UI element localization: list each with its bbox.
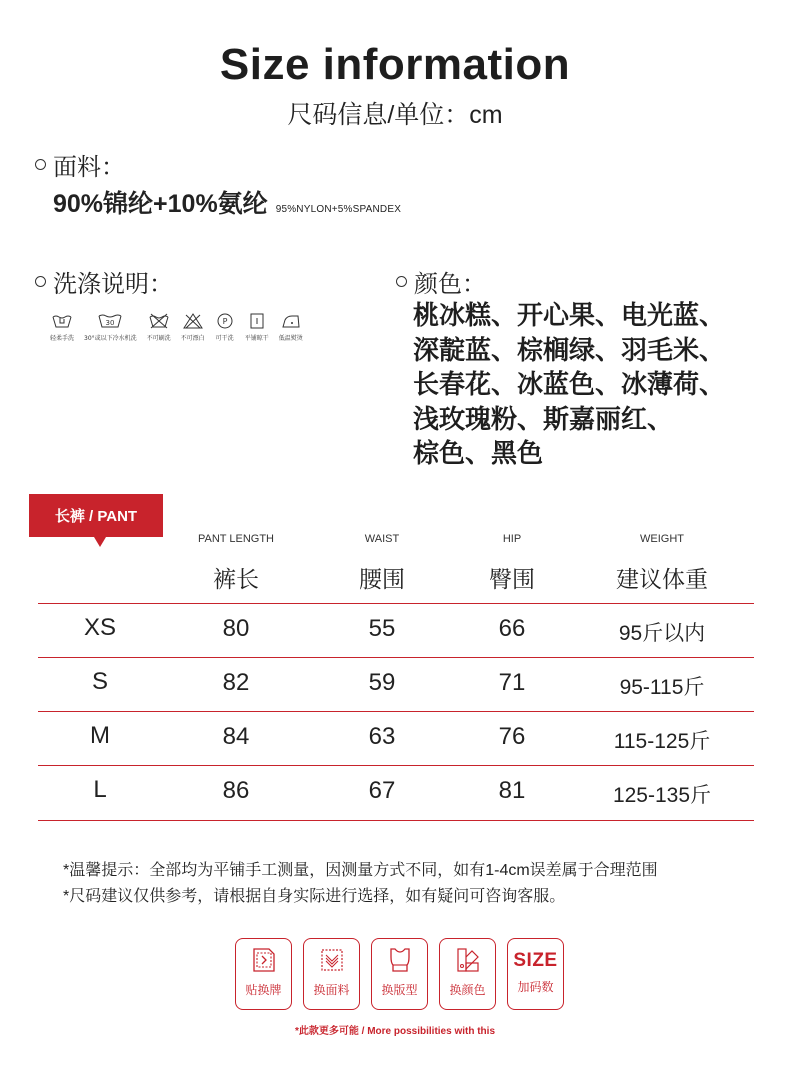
size-text-icon: SIZE xyxy=(513,950,558,971)
wash-30-icon xyxy=(97,312,123,330)
table-divider xyxy=(38,711,754,712)
table-cell-weight: 95斤以内 xyxy=(618,622,706,645)
wash-label-30: 30°或以下冷水机洗 xyxy=(84,335,137,342)
color-line: 浅玫瑰粉、斯嘉丽红、 xyxy=(413,403,674,434)
bullet-circle-icon xyxy=(35,159,46,170)
table-cell-waist: 67 xyxy=(368,777,396,804)
service-pattern-swap xyxy=(371,938,428,1010)
wash-label-flat-dry: 平铺晾干 xyxy=(244,335,269,342)
service-label: 贴换牌 xyxy=(245,983,282,997)
service-color-swap xyxy=(439,938,496,1010)
service-label: 换版型 xyxy=(381,983,418,997)
no-bleach-icon xyxy=(182,312,204,330)
dry-clean-p-icon xyxy=(215,312,235,330)
bullet-circle-icon xyxy=(35,276,46,287)
table-cell-length: 80 xyxy=(222,615,250,642)
service-label: 换颜色 xyxy=(449,983,486,997)
service-label-swap xyxy=(235,938,292,1010)
page-title: Size information xyxy=(219,40,571,89)
table-cell-weight: 95-115斤 xyxy=(619,676,705,699)
washing-section-heading xyxy=(35,264,173,299)
fabric-swap-icon xyxy=(317,945,347,975)
table-cell-length: 84 xyxy=(222,723,250,750)
service-label: 换面料 xyxy=(313,983,350,997)
fabric-english-text: 95%NYLON+5%SPANDEX xyxy=(275,204,402,215)
wash-label-dry-clean: 可干洗 xyxy=(215,335,234,342)
service-label: 加码数 xyxy=(517,980,554,994)
table-cell-length: 86 xyxy=(222,777,250,804)
color-line: 长春花、冰蓝色、冰薄荷、 xyxy=(413,369,726,399)
size-advice-note: *尺码建议仅供参考，请根据自身实际进行选择，如有疑问可咨询客服。 xyxy=(63,888,566,905)
column-header-cn-weight: 建议体重 xyxy=(616,566,708,592)
table-row-size: XS xyxy=(83,614,116,641)
fabric-label: 面料： xyxy=(53,154,125,181)
colors-section-heading xyxy=(396,264,486,299)
flat-dry-icon xyxy=(247,312,267,330)
table-cell-length: 82 xyxy=(222,669,250,696)
table-divider xyxy=(38,765,754,766)
column-header-cn-waist: 腰围 xyxy=(359,566,405,592)
colors-label: 颜色： xyxy=(414,271,486,298)
wash-item-no-bleach xyxy=(181,312,205,342)
table-row-size: M xyxy=(90,722,110,749)
pattern-swap-icon xyxy=(385,945,415,975)
color-list xyxy=(413,298,753,471)
fabric-main-text: 90%锦纶+10%氨纶 xyxy=(53,190,268,218)
wash-label-hand-wash: 轻柔手洗 xyxy=(50,335,75,342)
wash-label-no-bleach: 不可漂白 xyxy=(180,335,205,342)
table-divider xyxy=(38,820,754,821)
table-cell-weight: 115-125斤 xyxy=(613,730,711,753)
wash-30-number: 30 xyxy=(105,319,115,327)
product-type-tag: 长裤 / PANT xyxy=(29,494,163,537)
table-row-size: S xyxy=(91,668,108,695)
table-cell-waist: 59 xyxy=(368,669,396,696)
footer-note: *此款更多可能 / More possibilities with this xyxy=(294,1026,496,1037)
table-cell-waist: 63 xyxy=(368,723,396,750)
page-subtitle: 尺码信息/单位：cm xyxy=(287,101,503,129)
wash-item-dry-clean-p xyxy=(215,312,235,342)
column-header-cn-length: 裤长 xyxy=(213,566,259,592)
wash-item-flat-dry xyxy=(245,312,269,342)
color-line: 桃冰糕、开心果、电光蓝、 xyxy=(413,300,726,330)
washing-label: 洗涤说明： xyxy=(53,271,173,298)
color-line: 棕色、黑色 xyxy=(413,438,544,468)
no-dry-clean-icon xyxy=(147,312,171,330)
table-cell-hip: 76 xyxy=(498,723,526,750)
wash-item-30 xyxy=(84,312,137,342)
table-cell-weight: 125-135斤 xyxy=(612,784,712,807)
column-header-en-weight: WEIGHT xyxy=(640,533,684,545)
column-header-cn-hip: 臀围 xyxy=(489,566,535,592)
fabric-section-heading xyxy=(35,147,125,182)
table-cell-hip: 66 xyxy=(498,615,526,642)
service-fabric-swap xyxy=(303,938,360,1010)
table-row-size: L xyxy=(93,776,107,803)
hand-wash-icon xyxy=(50,312,74,330)
table-cell-hip: 71 xyxy=(498,669,526,696)
table-cell-hip: 81 xyxy=(498,777,526,804)
color-line: 深靛蓝、棕榈绿、羽毛米、 xyxy=(413,334,726,365)
tag-pointer xyxy=(94,537,106,547)
table-divider xyxy=(38,603,754,604)
service-size-add xyxy=(507,938,564,1010)
label-swap-icon xyxy=(249,945,279,975)
column-header-en-length: PANT LENGTH xyxy=(198,533,274,545)
table-divider xyxy=(38,657,754,658)
wash-item-no-dry-clean xyxy=(147,312,171,342)
column-header-en-hip: HIP xyxy=(502,533,522,545)
fabric-composition xyxy=(53,184,401,220)
wash-item-hand-wash xyxy=(50,312,74,342)
washing-icons-row xyxy=(50,312,313,342)
wash-item-low-iron xyxy=(279,312,303,342)
low-iron-icon xyxy=(280,312,302,330)
table-cell-waist: 55 xyxy=(368,615,396,642)
color-swap-icon xyxy=(453,945,483,975)
bullet-circle-icon xyxy=(396,276,407,287)
measurement-note: *温馨提示：全部均为平铺手工测量，因测量方式不同，如有1-4cm误差属于合理范围 xyxy=(63,862,658,879)
wash-label-low-iron: 低温熨烫 xyxy=(278,335,303,342)
dry-clean-letter: P xyxy=(222,317,228,326)
column-header-en-waist: WAIST xyxy=(364,533,400,545)
wash-label-no-dry-clean: 不可刷洗 xyxy=(146,335,171,342)
